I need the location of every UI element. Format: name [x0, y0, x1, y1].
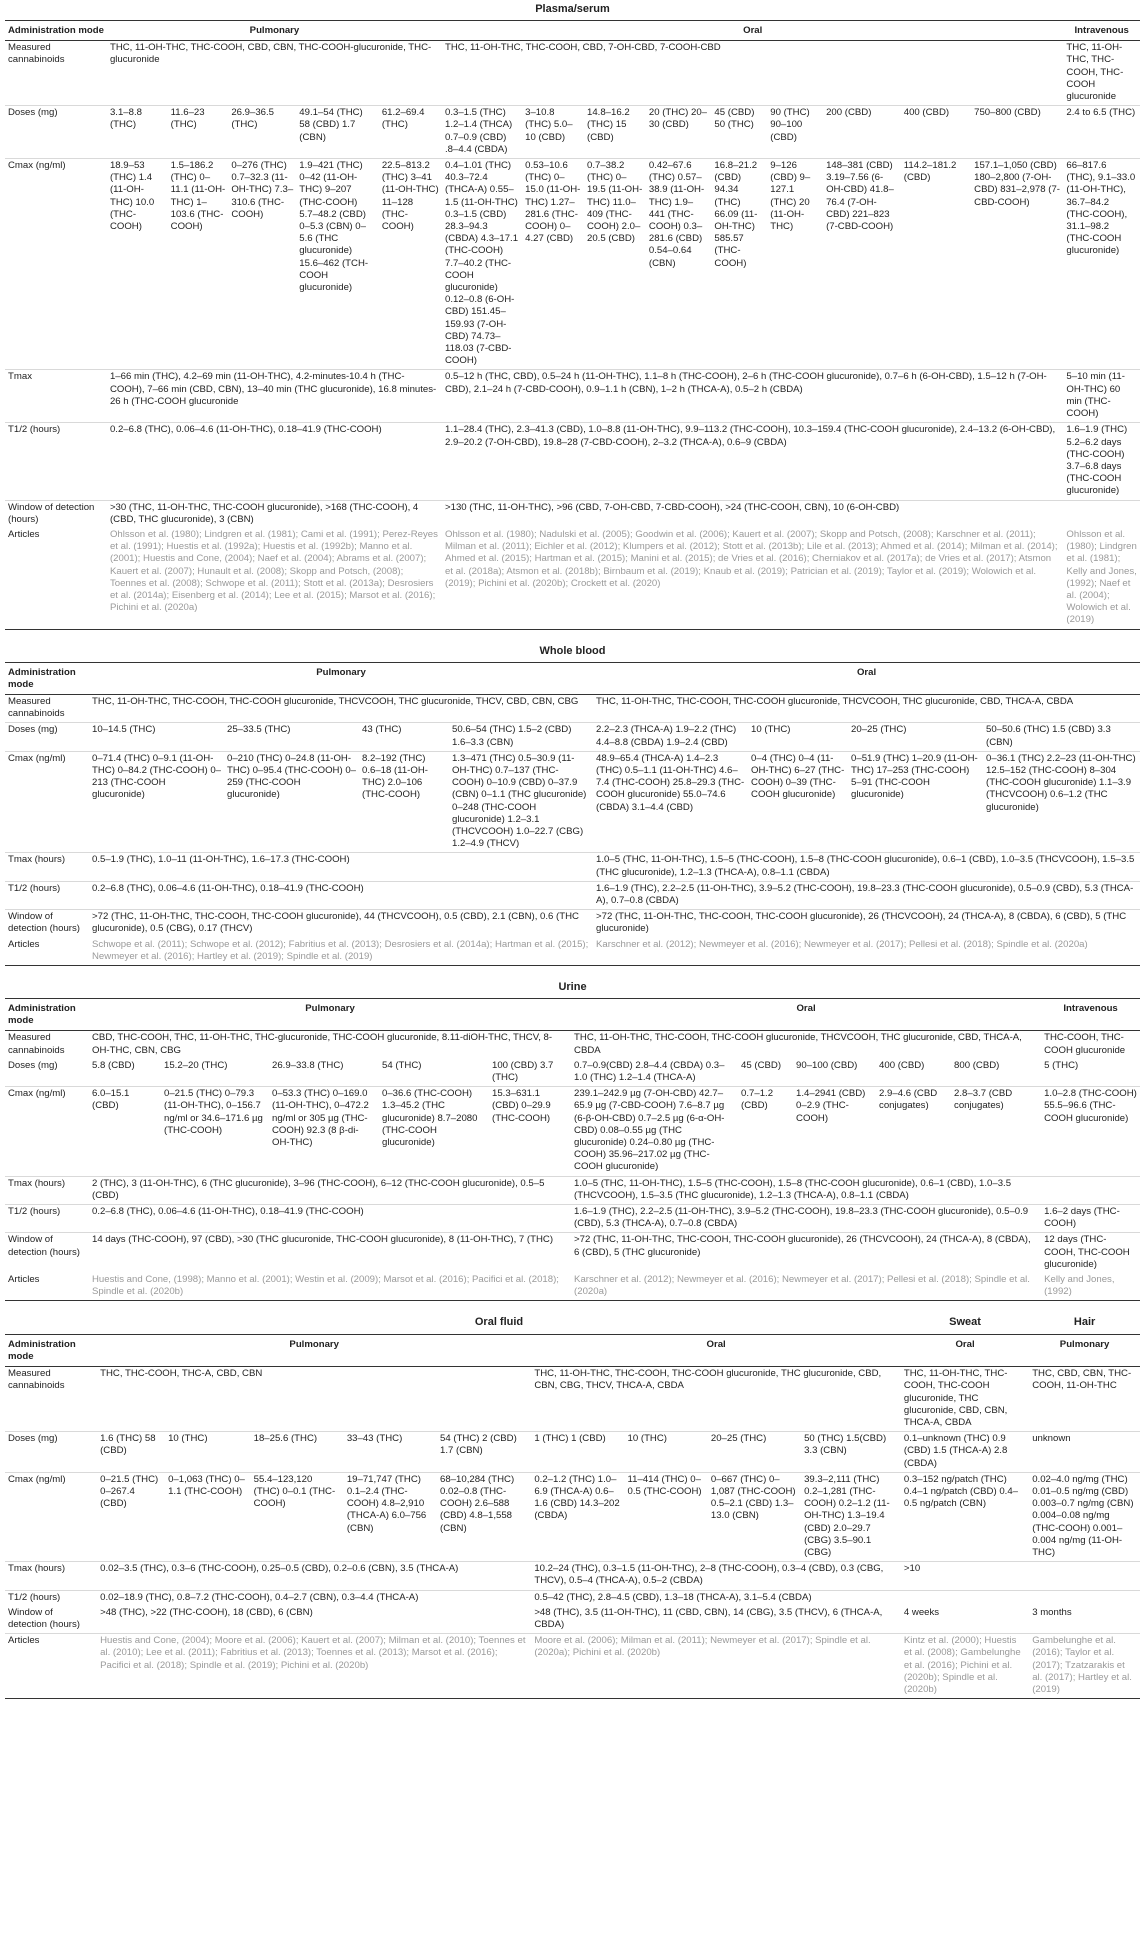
cell: 400 (CBD): [901, 106, 971, 159]
header-oral: Oral: [442, 21, 1063, 41]
cell: 1.6 (THC) 58 (CBD): [97, 1432, 165, 1473]
cell: 50–50.6 (THC) 1.5 (CBD) 3.3 (CBN): [983, 723, 1140, 751]
cell: 0.3–1.5 (THC) 1.2–1.4 (THCA) 0.7–0.9 (CBD) .8–4.4 (CBDA): [442, 106, 522, 159]
cell: 26.9–33.8 (THC): [272, 1059, 344, 1071]
header-mode: Administration mode: [5, 21, 107, 41]
cell: 100 (CBD) 3.7 (THC): [492, 1059, 554, 1084]
fluid-row-cmax: [5, 1472, 1140, 1561]
urine-row-cmax: [5, 1087, 1140, 1176]
cell: 0.02–4.0 ng/mg (THC) 0.01–0.5 ng/mg (CBD) 0.003–0.7 ng/mg (CBN) 0.004–0.08 ng/mg (THC-COOH) 0.001–0.004 ng/mg (11-OH-THC): [1029, 1472, 1140, 1561]
cell: 0.5–42 (THC), 2.8–4.5 (CBD), 1.3–18 (THCA-A), 3.1–5.4 (CBDA): [531, 1590, 901, 1606]
cell: [1041, 1176, 1140, 1204]
cell: 0.1–unknown (THC) 0.9 (CBD) 1.5 (THCA-A) 2.8 (CBDA): [901, 1432, 1029, 1473]
cell: Huestis and Cone, (2004); Moore et al. (2006); Kauert et al. (2007); Milman et al. (2010); Toennes et al. (2010); Lee et al. (2011); Fabritius et al. (2013); Toennes et al. (2013); Marsot et al. (2016); Pacifici et al. (2018); Spindle et al. (2019); Pichini et al. (2020b): [97, 1634, 531, 1699]
cell: Gambelunghe et al. (2016); Taylor et al. (2017); Tzatzarakis et al. (2017); Hartley et al. (2019): [1029, 1634, 1140, 1699]
row-label: Measured cannabinoids: [8, 1032, 65, 1056]
plasma-row-articles: [5, 528, 1140, 629]
cell: 0.42–67.6 (THC) 0.57–38.9 (11-OH-THC) 1.9–441 (THC-COOH) 0.3–281.6 (CBD) 0.54–0.64 (CBN): [646, 159, 712, 370]
cell: Moore et al. (2006); Milman et al. (2011); Newmeyer et al. (2017); Spindle et al. (2020a); Pichini et al. (2020b): [531, 1634, 901, 1699]
cell: 0–36.6 (THC-COOH) 1.3–45.2 (THC glucuronide) 8.7–2080 (THC-COOH glucuronide): [379, 1087, 489, 1176]
cell: Kelly and Jones, (1992): [1044, 1274, 1115, 1298]
cell: 10 (THC): [165, 1432, 251, 1473]
cell: 19–71,747 (THC) 0.1–2.4 (THC-COOH) 4.8–2,910 (THCA-A) 6.0–756 (CBN): [344, 1472, 437, 1561]
cell: 3 months: [1032, 1606, 1072, 1618]
cell: [901, 1590, 1029, 1606]
header-oral: Oral: [593, 663, 1140, 695]
cell: 0.2–6.8 (THC), 0.06–4.6 (11-OH-THC), 0.18–41.9 (THC-COOH): [89, 881, 593, 909]
cell: 12 days (THC-COOH, THC-COOH glucuronide): [1041, 1233, 1140, 1273]
urine-table: [5, 999, 1140, 1301]
row-label: Window of detection (hours): [8, 1606, 80, 1630]
cell: 9–126 (CBD) 9–127.1 (THC) 20 (11-OH-THC): [767, 159, 823, 370]
cell: 22.5–813.2 (THC) 3–41 (11-OH-THC) 11–128 (THC-COOH): [379, 159, 442, 370]
cell: 20 (THC) 20–30 (CBD): [646, 106, 712, 159]
cell: 15.3–631.1 (CBD) 0–29.9 (THC-COOH): [489, 1087, 571, 1176]
whole-blood-title: Whole blood: [5, 642, 1140, 663]
cell: 1.0–5 (THC, 11-OH-THC), 1.5–5 (THC-COOH), 1.5–8 (THC-COOH glucuronide), 0.6–1 (CBD), 1.0–3.5 (THCVCOOH), 1.5–3.5 (THC glucuronide), 1.2–1.3 (THCA-A), 0.8–1.1 (CBDA): [593, 853, 1140, 881]
urine-row-doses: [5, 1059, 1140, 1087]
urine-row-window: [5, 1233, 1140, 1273]
fluid-row-measured: [5, 1367, 1140, 1432]
fluid-header-row: [5, 1334, 1140, 1366]
cell: 0.5–1.9 (THC), 1.0–11 (11-OH-THC), 1.6–17.3 (THC-COOH): [89, 853, 593, 881]
cell: THC, 11-OH-THC, THC-COOH, THC-COOH glucuronide, THCVCOOH, THC glucuronide, CBD, THCA-A, CBDA: [596, 695, 1074, 707]
row-label: Window of detection (hours): [5, 910, 89, 938]
plasma-table: [5, 21, 1140, 630]
cell: 0–51.9 (THC) 1–20.9 (11-OH-THC) 17–253 (THC-COOH) 5–91 (THC-COOH glucuronide): [848, 751, 983, 853]
cell: 0.7–1.2 (CBD): [738, 1087, 793, 1176]
cell: THC, 11-OH-THC, THC-COOH, THC-COOH glucuronide, THCVCOOH, THC glucuronide, THCV, CBD, CBN, CBG: [92, 695, 579, 707]
cell: 20–25 (THC): [848, 723, 983, 751]
row-label: Cmax (ng/ml): [5, 751, 89, 853]
cell: >72 (THC, 11-OH-THC, THC-COOH, THC-COOH glucuronide), 44 (THCVCOOH), 0.5 (CBD), 2.1 (CBN), 0.6 (THC glucuronide), 0.5 (CBG), 0.17 (THCV): [89, 910, 593, 938]
cell: 0.02–18.9 (THC), 0.8–7.2 (THC-COOH), 0.4–2.7 (CBN), 0.3–4.4 (THCA-A): [97, 1590, 531, 1606]
cell: 0–667 (THC) 0–1,087 (THC-COOH) 0.5–2.1 (CBD) 1.3–13.0 (CBN): [708, 1472, 801, 1561]
cell: 0–1,063 (THC) 0–1.1 (THC-COOH): [165, 1472, 251, 1561]
cell: 1.6–1.9 (THC) 5.2–6.2 days (THC-COOH) 3.7–6.8 days (THC-COOH glucuronide): [1063, 423, 1140, 500]
cell: Karschner et al. (2012); Newmeyer et al. (2016); Newmeyer et al. (2017); Pellesi et al. (2018); Spindle et al. (2020a): [574, 1274, 1030, 1298]
urine-row-measured: [5, 1031, 1140, 1059]
oral-fluid-table: [5, 1313, 1140, 1699]
cell: [1029, 1562, 1140, 1590]
cell: 1.6–2 days (THC-COOH): [1041, 1205, 1140, 1233]
header-hair-pulmonary: Pulmonary: [1029, 1334, 1140, 1366]
blood-row-tmax: [5, 853, 1140, 881]
cell: 50 (THC) 1.5(CBD) 3.3 (CBN): [801, 1432, 901, 1473]
cell: THC, 11-OH-THC, THC-COOH, THC-COOH glucuronide, THC glucuronide, CBD, CBN, CBG, THCV, THCA-A, CBDA: [534, 1368, 882, 1392]
cell: 3–10.8 (THC) 5.0–10 (CBD): [522, 106, 584, 159]
urine-section: [5, 978, 1140, 1301]
cell: 39.3–2,111 (THC) 0.2–1,281 (THC-COOH) 0.2–1.2 (11-OH-THC) 1.3–19.4 (CBD) 2.0–29.7 (CBG) 3.5–90.1 (CBG): [801, 1472, 901, 1561]
plasma-section: [5, 0, 1140, 630]
row-label: T1/2 (hours): [5, 1590, 97, 1606]
cell: Kintz et al. (2000); Huestis et al. (2008); Gambelunghe et al. (2016); Pichini et al. (2020b); Spindle et al. (2020b): [901, 1634, 1029, 1699]
cell: 0.5–12 h (THC, CBD), 0.5–24 h (11-OH-THC), 1.1–8 h (THC-COOH), 2–6 h (THC-COOH glucuronide), 0.7–6 h (6-OH-CBD), 1.5–12 h (7-OH-CBD), 2.1–24 h (7-CBD-COOH), 0.9–1.1 h (CBN), 1–2 h (THCA-A), 0.5–2 h (CBDA): [442, 370, 1063, 423]
row-label: Articles: [5, 1634, 97, 1699]
cell: 45 (CBD): [741, 1059, 782, 1071]
cell: 0.2–6.8 (THC), 0.06–4.6 (11-OH-THC), 0.18–41.9 (THC-COOH): [107, 423, 442, 500]
cell: 15.2–20 (THC): [164, 1059, 228, 1071]
cell: 0–210 (THC) 0–24.8 (11-OH-THC) 0–95.4 (THC-COOH) 0–259 (THC-COOH glucuronide): [224, 751, 359, 853]
fluid-row-t12: [5, 1590, 1140, 1606]
cell: 2.2–2.3 (THCA-A) 1.9–2.2 (THC) 4.4–8.8 (CBDA) 1.9–2.4 (CBD): [593, 723, 748, 751]
blood-header-row: [5, 663, 1140, 695]
cannabinoid-pharmacokinetics-table: [5, 0, 1140, 1699]
fluid-row-window: [5, 1606, 1140, 1634]
cell: 1 (THC) 1 (CBD): [531, 1432, 624, 1473]
cell: 400 (CBD): [879, 1059, 925, 1071]
cell: 43 (THC): [359, 723, 449, 751]
urine-row-articles: [5, 1273, 1140, 1301]
cell: Huestis and Cone, (1998); Manno et al. (2001); Westin et al. (2009); Marsot et al. (2016); Pacifici et al. (2018); Spindle et al. (2020b): [92, 1274, 559, 1298]
header-mode: Administration mode: [5, 663, 89, 695]
header-mode: Administration mode: [5, 999, 89, 1031]
cell: 50.6–54 (THC) 1.5–2 (CBD) 1.6–3.3 (CBN): [449, 723, 593, 751]
cell: 5 (THC): [1044, 1059, 1079, 1071]
cell: 1–66 min (THC), 4.2–69 min (11-OH-THC), 4.2-minutes-10.4 h (THC-COOH), 7–66 min (CBD, CBN), 13–40 min (THC glucuronide), 16.8 minutes-26 h (THC-COOH glucuronide: [107, 370, 442, 423]
cell: Schwope et al. (2011); Schwope et al. (2012); Fabritius et al. (2013); Desrosiers et al. (2014a); Hartman et al. (2015); Newmeyer et al. (2016); Hartley et al. (2019); Spindle et al. (2019): [92, 938, 589, 962]
cell: 5–10 min (11-OH-THC) 60 min (THC-COOH): [1063, 370, 1140, 423]
cell: 10 (THC): [748, 723, 848, 751]
cell: Ohlsson et al. (1980); Lindgren et al. (1981); Kelly and Jones, (1992); Naef et al. (2004); Wolowich et al. (2019): [1066, 528, 1137, 626]
cell: 68–10,284 (THC) 0.02–0.8 (THC-COOH) 2.6–588 (CBD) 4.8–1,558 (CBN): [437, 1472, 531, 1561]
cell: >48 (THC), >22 (THC-COOH), 18 (CBD), 6 (CBN): [100, 1606, 313, 1618]
whole-blood-table: [5, 663, 1140, 966]
cell: 33–43 (THC): [344, 1432, 437, 1473]
cell: 0.02–3.5 (THC), 0.3–6 (THC-COOH), 0.25–0.5 (CBD), 0.2–0.6 (CBN), 3.5 (THCA-A): [97, 1562, 531, 1590]
row-label: Measured cannabinoids: [8, 695, 65, 720]
cell: [1063, 500, 1140, 528]
cell: THC, CBD, CBN, THC-COOH, 11-OH-THC: [1032, 1368, 1132, 1392]
cell: 10 (THC): [625, 1432, 708, 1473]
cell: 0.7–0.9(CBD) 2.8–4.4 (CBDA) 0.3–1.0 (THC) 1.2–1.4 (THCA-A): [574, 1059, 725, 1084]
row-label: Tmax (hours): [5, 853, 89, 881]
cell: 1.3–471 (THC) 0.5–30.9 (11-OH-THC) 0.7–137 (THC-COOH) 0–10.9 (CBD) 0–37.9 (CBN) 0–1.1 (THC glucuronide) 0–248 (THC-COOH glucuronide) 1.2–3.1 (THCVCOOH) 1.0–22.7 (CBG) 1.2–4.9 (THCV): [449, 751, 593, 853]
cell: 157.1–1,050 (CBD) 180–2,800 (7-OH-CBD) 831–2,978 (7-CBD-COOH): [971, 159, 1063, 370]
fluid-row-articles: [5, 1634, 1140, 1699]
cell: THC, 11-OH-THC, THC-COOH, THC-COOH glucuronide: [1066, 42, 1124, 103]
cell: 1.4–2941 (CBD) 0–2.9 (THC-COOH): [793, 1087, 876, 1176]
plasma-row-t12: [5, 423, 1140, 500]
cell: 2 (THC), 3 (11-OH-THC), 6 (THC glucuronide), 3–96 (THC-COOH), 6–12 (THC-COOH glucuronide), 0.5–5 (CBD): [89, 1176, 571, 1204]
cell: 0–276 (THC) 0.7–32.3 (11-OH-THC) 7.3–310.6 (THC-COOH): [228, 159, 296, 370]
row-label: Articles: [8, 1274, 40, 1286]
row-label: Measured cannabinoids: [8, 1368, 65, 1392]
plasma-header-row: [5, 21, 1140, 41]
cell: 800 (CBD): [954, 1059, 1000, 1071]
blood-row-window: [5, 910, 1140, 938]
whole-blood-section: [5, 642, 1140, 966]
cell: THC, 11-OH-THC, THC-COOH, CBD, 7-OH-CBD, 7-COOH-CBD: [445, 42, 721, 54]
cell: THC, THC-COOH, THC-A, CBD, CBN: [100, 1368, 263, 1380]
urine-title: Urine: [5, 978, 1140, 999]
cell: 11.6–23 (THC): [168, 106, 229, 159]
cell: 0.2–1.2 (THC) 1.0–6.9 (THCA-A) 0.6–1.6 (CBD) 14.3–202 (CBDA): [531, 1472, 624, 1561]
plasma-row-measured: [5, 41, 1140, 106]
cell: 55.4–123,120 (THC) 0–0.1 (THC-COOH): [251, 1472, 344, 1561]
header-pulmonary: Pulmonary: [89, 663, 593, 695]
blood-row-cmax: [5, 751, 1140, 853]
sweat-title: Sweat: [949, 1316, 981, 1329]
cell: 25–33.5 (THC): [224, 723, 359, 751]
cell: 1.0–2.8 (THC-COOH) 55.5–96.6 (THC-COOH glucuronide): [1041, 1087, 1140, 1176]
plasma-title: Plasma/serum: [5, 0, 1140, 21]
cell: 1.1–28.4 (THC), 2.3–41.3 (CBD), 1.0–8.8 (11-OH-THC), 9.9–113.2 (THC-COOH), 10.3–159.4 (THC-COOH glucuronide), 2.4–13.2 (6-OH-CBD), 2.9–20.2 (7-OH-CBD), 19.8–28 (7-CBD-COOH), 2–3.2 (THCA-A), 0.6–9 (CBDA): [442, 423, 1063, 500]
header-pulmonary: Pulmonary: [89, 999, 571, 1031]
cell: 200 (CBD): [823, 106, 901, 159]
row-label: Measured cannabinoids: [8, 42, 65, 66]
cell: 239.1–242.9 µg (7-OH-CBD) 42.7–65.9 µg (7-CBD-COOH) 7.6–8.7 µg (6-β-OH-CBD) 0.7–2.5 µg (6-α-OH-CBD) 0.08–0.55 µg (THC glucuronide) 0.24–0.80 µg (THC-COOH) 35.96–217.02 µg (THC-COOH glucuronide): [571, 1087, 738, 1176]
cell: unknown: [1029, 1432, 1140, 1473]
cell: 1.6–1.9 (THC), 2.2–2.5 (11-OH-THC), 3.9–5.2 (THC-COOH), 19.8–23.3 (THC-COOH glucuronide), 0.5–0.9 (CBD), 5.3 (THCA-A), 0.7–0.8 (CBDA): [593, 881, 1140, 909]
urine-row-t12: [5, 1205, 1140, 1233]
cell: 1.0–5 (THC, 11-OH-THC), 1.5–5 (THC-COOH), 1.5–8 (THC-COOH glucuronide), 0.6–1 (CBD), 1.0–3.5 (THCVCOOH), 1.5–3.5 (THC glucuronide), 1.2–1.3 (THCA-A), 0.8–1.1 (CBDA): [571, 1176, 1041, 1204]
oral-fluid-section: [5, 1313, 1140, 1699]
cell: >30 (THC, 11-OH-THC, THC-COOH glucuronide), >168 (THC-COOH), 4 (CBD, THC glucuronide), 3 (CBN): [107, 500, 442, 528]
cell: 0–53.3 (THC) 0–169.0 (11-OH-THC), 0–472.2 ng/ml or 305 µg (THC-COOH) 92.3 (8 β-di-OH-THC): [269, 1087, 379, 1176]
cell: >130 (THC, 11-OH-THC), >96 (CBD, 7-OH-CBD, 7-CBD-COOH), >24 (THC-COOH, CBN), 10 (6-OH-CBD): [442, 500, 1063, 528]
cell: 5.8 (CBD): [92, 1059, 135, 1071]
cell: 0.7–38.2 (THC) 0–19.5 (11-OH-THC) 11.0–409 (THC-COOH) 2.0–20.5 (CBD): [584, 159, 646, 370]
cell: >72 (THC, 11-OH-THC, THC-COOH, THC-COOH glucuronide), 26 (THCVCOOH), 24 (THCA-A), 8 (CBDA), 6 (CBD), 5 (THC glucuronide): [571, 1233, 1041, 1273]
row-label: Cmax (ng/ml): [5, 1472, 97, 1561]
cell: 0–36.1 (THC) 2.2–23 (11-OH-THC) 12.5–152 (THC-COOH) 8–304 (THC-COOH glucuronide) 1.1–3.9 (THCVCOOH) 0.6–1.2 (THC glucuronide): [983, 751, 1140, 853]
cell: 1.6–1.9 (THC), 2.2–2.5 (11-OH-THC), 3.9–5.2 (THC-COOH), 19.8–23.3 (THC-COOH glucuronide), 0.5–0.9 (CBD), 5.3 (THCA-A), 0.7–0.8 (CBDA): [571, 1205, 1041, 1233]
blood-row-doses: [5, 723, 1140, 751]
urine-row-tmax: [5, 1176, 1140, 1204]
cell: 0.3–152 ng/patch (THC) 0.4–1 ng/patch (CBD) 0.4–0.5 ng/patch (CBN): [901, 1472, 1029, 1561]
plasma-row-tmax: [5, 370, 1140, 423]
cell: 90–100 (CBD): [796, 1059, 858, 1071]
cell: 0–71.4 (THC) 0–9.1 (11-OH-THC) 0–84.2 (THC-COOH) 0–213 (THC-COOH glucuronide): [89, 751, 224, 853]
cell: Ohlsson et al. (1980); Lindgren et al. (1981); Cami et al. (1991); Perez-Reyes et al. (1991); Huestis et al. (1992a); Huestis et al. (1992b); Manno et al. (2001); Huestis and Cone, (2004); Naef et al. (2004); Abrams et al. (2007); Kauert et al. (2007); Hunault et al. (2008); Skopp and Potsch, (2008); Toennes et al. (2008); Schwope et al. (2011); Stott et al. (2013a); Desrosiers et al. (2014a); Eisenberg et al. (2014); Lee et al. (2015); Marsot et al. (2016); Pichini et al. (2020a): [109, 528, 438, 614]
cell: 3.1–8.8 (THC): [107, 106, 168, 159]
cell: Karschner et al. (2012); Newmeyer et al. (2016); Newmeyer et al. (2017); Pellesi et al. (2018); Spindle et al. (2020a): [596, 938, 1088, 950]
row-label: Window of detection (hours): [5, 1233, 89, 1273]
fluid-row-tmax: [5, 1562, 1140, 1590]
header-mode: Administration mode: [5, 1334, 97, 1366]
cell: 20–25 (THC): [708, 1432, 801, 1473]
row-label: Window of detection (hours): [5, 500, 107, 528]
row-label: Doses (mg): [5, 1432, 97, 1473]
cell: 0.4–1.01 (THC) 40.3–72.4 (THCA-A) 0.55–1.5 (11-OH-THC) 0.3–1.5 (CBD) 28.3–94.3 (CBDA) 4.3–17.1 (THC-COOH) 7.7–40.2 (THC-COOH glucuronide) 0.12–0.8 (6-OH-CBD) 151.45–159.93 (7-OH-CBD) 74.73–118.03 (7-CBD-COOH): [442, 159, 522, 370]
cell: 0.53–10.6 (THC) 0–15.0 (11-OH-THC) 1.27–281.6 (THC-COOH) 0–4.27 (CBD): [522, 159, 584, 370]
row-label: Tmax (hours): [5, 1176, 89, 1204]
row-label: Doses (mg): [5, 106, 107, 159]
cell: 114.2–181.2 (CBD): [901, 159, 971, 370]
header-oral: Oral: [531, 1334, 901, 1366]
cell: THC, 11-OH-THC, THC-COOH, THC-COOH glucuronide, THCVCOOH, THC glucuronide, CBD, THCA-A, CBDA: [574, 1032, 1022, 1056]
cell: 14.8–16.2 (THC) 15 (CBD): [584, 106, 646, 159]
cell: 48.9–65.4 (THCA-A) 1.4–2.3 (THC) 0.5–1.1 (11-OH-THC) 4.6–7.4 (THC-COOH) 25.8–29.3 (THC-COOH glucuronide) 55.0–74.6 (CBDA) 3.1–4.4 (CBD): [593, 751, 748, 853]
header-intravenous: Intravenous: [1041, 999, 1140, 1031]
row-label: Articles: [8, 938, 40, 950]
cell: 2.9–4.6 (CBD conjugates): [876, 1087, 951, 1176]
row-label: Tmax: [5, 370, 107, 423]
cell: THC, 11-OH-THC, THC-COOH, CBD, CBN, THC-COOH-glucuronide, THC-glucuronide: [109, 42, 432, 66]
plasma-row-window: [5, 500, 1140, 528]
cell: 1.9–421 (THC) 0–42 (11-OH-THC) 9–207 (THC-COOH) 5.7–48.2 (CBD) 0–5.3 (CBN) 0–5.6 (THC glucuronide) 15.6–462 (TCH-COOH glucuronide): [296, 159, 379, 370]
cell: THC, 11-OH-THC, THC-COOH, THC-COOH glucuronide, THC glucuronide, CBD, CBN, THCA-A, CBDA: [903, 1368, 1008, 1428]
cell: 148–381 (CBD) 3.19–7.56 (6-OH-CBD) 41.8–76.4 (7-OH-CBD) 221–823 (7-CBD-COOH): [823, 159, 901, 370]
cell: [1029, 1590, 1140, 1606]
cell: >48 (THC), 3.5 (11-OH-THC), 11 (CBD, CBN), 14 (CBG), 3.5 (THCV), 6 (THCA-A, CBDA): [534, 1606, 883, 1630]
cell: 14 days (THC-COOH), 97 (CBD), >30 (THC glucuronide, THC-COOH glucuronide), 8 (11-OH-THC), 7 (THC): [89, 1233, 571, 1273]
plasma-row-cmax: [5, 159, 1140, 370]
cell: 2.8–3.7 (CBD conjugates): [951, 1087, 1041, 1176]
cell: 90 (THC) 90–100 (CBD): [767, 106, 823, 159]
row-label: Doses (mg): [8, 1059, 58, 1071]
cell: 2.4 to 6.5 (THC): [1063, 106, 1140, 159]
cell: 0–21.5 (THC) 0–267.4 (CBD): [97, 1472, 165, 1561]
cell: CBD, THC-COOH, THC, 11-OH-THC, THC-glucuronide, THC-COOH glucuronide, 8.11-diOH-THC, THCV, 8-OH-THC, CBN, CBG: [92, 1032, 553, 1056]
cell: THC-COOH, THC-COOH glucuronide: [1044, 1032, 1126, 1056]
oral-fluid-title: Oral fluid: [474, 1316, 524, 1329]
cell: 0.2–6.8 (THC), 0.06–4.6 (11-OH-THC), 0.18–41.9 (THC-COOH): [89, 1205, 571, 1233]
header-pulmonary: Pulmonary: [107, 21, 442, 41]
cell: 8.2–192 (THC) 0.6–18 (11-OH-THC) 2.0–106 (THC-COOH): [359, 751, 449, 853]
blood-row-t12: [5, 881, 1140, 909]
cell: 18.9–53 (THC) 1.4 (11-OH-THC) 10.0 (THC-COOH): [107, 159, 168, 370]
row-label: Cmax (ng/ml): [5, 1087, 89, 1176]
cell: >72 (THC, 11-OH-THC, THC-COOH, THC-COOH glucuronide), 26 (THCVCOOH), 24 (THCA-A), 8 (CBDA), 6 (CBD), 5 (THC glucuronide): [593, 910, 1140, 938]
cell: 6.0–15.1 (CBD): [89, 1087, 161, 1176]
row-label: Articles: [8, 528, 40, 540]
plasma-row-doses: [5, 106, 1140, 159]
cell: 11–414 (THC) 0–0.5 (THC-COOH): [625, 1472, 708, 1561]
header-pulmonary: Pulmonary: [97, 1334, 531, 1366]
cell: 4 weeks: [903, 1606, 940, 1618]
cell: 54 (THC): [382, 1059, 422, 1071]
fluid-row-doses: [5, 1432, 1140, 1473]
hair-title: Hair: [1073, 1316, 1096, 1329]
cell: 66–817.6 (THC), 9.1–33.0 (11-OH-THC), 36.7–84.2 (THC-COOH), 31.1–98.2 (THC-COOH glucuronide): [1063, 159, 1140, 370]
row-label: T1/2 (hours): [5, 1205, 89, 1233]
fluid-title-row: [5, 1313, 1140, 1334]
urine-header-row: [5, 999, 1140, 1031]
cell: 10–14.5 (THC): [89, 723, 224, 751]
cell: >10: [901, 1562, 1029, 1590]
cell: 10.2–24 (THC), 0.3–1.5 (11-OH-THC), 2–8 (THC-COOH), 0.3–4 (CBD), 0.3 (CBG, THCV), 0.5–4 (THCA-A), 0.5–2 (CBDA): [531, 1562, 901, 1590]
header-intravenous: Intravenous: [1063, 21, 1140, 41]
header-sweat-oral: Oral: [901, 1334, 1029, 1366]
row-label: T1/2 (hours): [5, 881, 89, 909]
blood-row-measured: [5, 694, 1140, 722]
cell: 0–4 (THC) 0–4 (11-OH-THC) 6–27 (THC-COOH) 0–39 (THC-COOH glucuronide): [748, 751, 848, 853]
row-label: Cmax (ng/ml): [5, 159, 107, 370]
cell: 61.2–69.4 (THC): [379, 106, 442, 159]
cell: Ohlsson et al. (1980); Nadulski et al. (2005); Goodwin et al. (2006); Kauert et al. (2007); Skopp and Potsch, (2008); Karschner et al. (2011); Milman et al. (2011); Eichler et al. (2012); Klumpers et al. (2012); Stott et al. (2013b); Lile et al. (2013); Ahmed et al. (2014); Milman et al. (2014); Ahmed et al. (2015); Hartman et al. (2015); Manini et al. (2015); de Vries et al. (2016); Cherniakov et al. (2017a); de Vries et al. (2017); Atsmon et al. (2018a); Atsmon et al. (2018b); Birnbaum et al. (2019); Knaub et al. (2019); Patrician et al. (2019); Taylor et al. (2019); Wolowich et al. (2019); Pichini et al. (2020b); Crockett et al. (2020): [445, 528, 1058, 589]
blood-row-articles: [5, 938, 1140, 966]
cell: 49.1–54 (THC) 58 (CBD) 1.7 (CBN): [296, 106, 379, 159]
cell: 26.9–36.5 (THC): [228, 106, 296, 159]
cell: 18–25.6 (THC): [251, 1432, 344, 1473]
header-oral: Oral: [571, 999, 1041, 1031]
row-label: Tmax (hours): [5, 1562, 97, 1590]
cell: 45 (CBD) 50 (THC): [711, 106, 767, 159]
cell: 0–21.5 (THC) 0–79.3 (11-OH-THC), 0–156.7 ng/ml or 34.6–171.6 µg (THC-COOH): [161, 1087, 269, 1176]
cell: 16.8–21.2 (CBD) 94.34 (THC) 66.09 (11-OH-THC) 585.57 (THC-COOH): [711, 159, 767, 370]
cell: 750–800 (CBD): [971, 106, 1063, 159]
row-label: T1/2 (hours): [5, 423, 107, 500]
cell: 1.5–186.2 (THC) 0–11.1 (11-OH-THC) 1–103.6 (THC-COOH): [168, 159, 229, 370]
row-label: Doses (mg): [5, 723, 89, 751]
cell: 54 (THC) 2 (CBD) 1.7 (CBN): [437, 1432, 531, 1473]
